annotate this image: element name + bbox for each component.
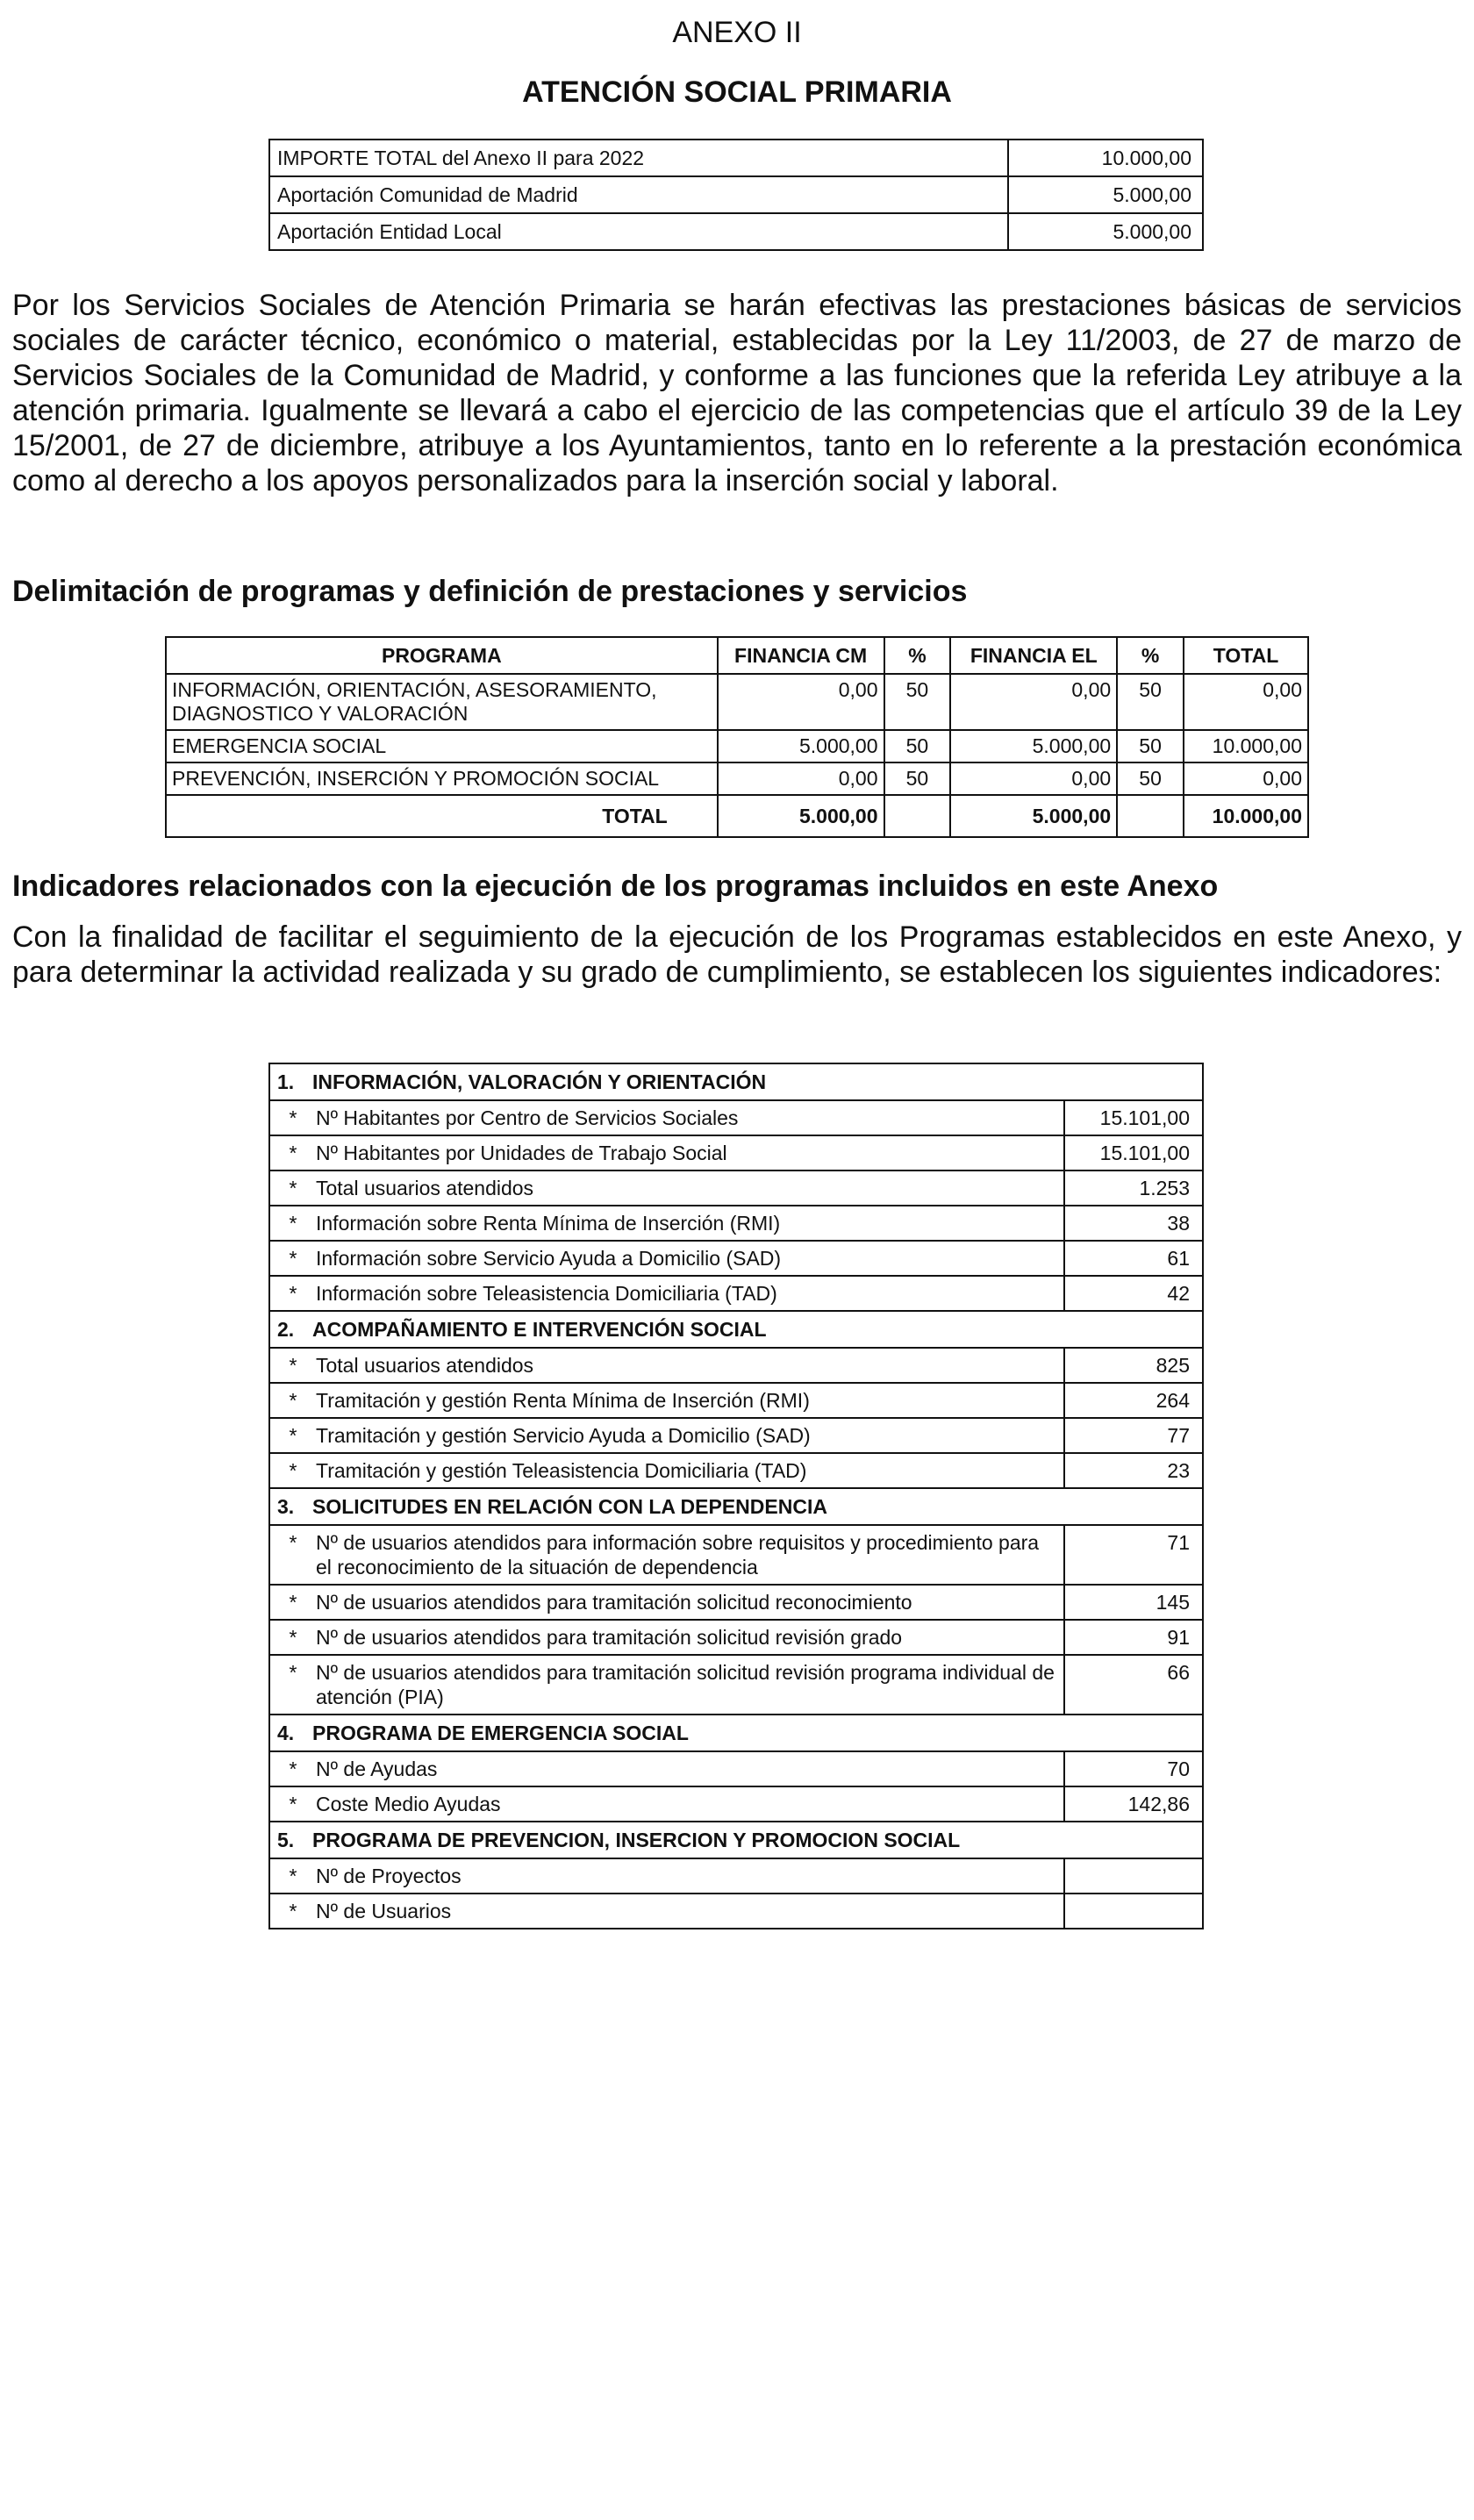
importe-value: 5.000,00 <box>1008 176 1203 213</box>
indicator-row <box>269 1453 1203 1488</box>
indicator-value: 77 <box>1064 1418 1203 1453</box>
total-label: TOTAL <box>166 795 718 837</box>
bullet: * <box>269 1383 309 1418</box>
programas-heading: Delimitación de programas y definición de prestaciones y servicios <box>12 575 968 608</box>
bullet: * <box>269 1171 309 1206</box>
bullet: * <box>269 1418 309 1453</box>
section-title: INFORMACIÓN, VALORACIÓN Y ORIENTACIÓN <box>312 1070 767 1093</box>
indicator-row <box>269 1418 1203 1453</box>
indicator-row <box>269 1100 1203 1135</box>
indicator-label: Nº de usuarios atendidos para información sobre requisitos y procedimiento para el reconocimiento de la situación de dependencia <box>309 1525 1064 1585</box>
programas-header-row <box>166 637 1308 674</box>
indicator-value: 42 <box>1064 1276 1203 1311</box>
indicator-value: 15.101,00 <box>1064 1135 1203 1171</box>
indicator-value <box>1064 1858 1203 1894</box>
pct-el: 50 <box>1117 762 1184 795</box>
bullet: * <box>269 1894 309 1929</box>
indicator-label: Total usuarios atendidos <box>309 1348 1064 1383</box>
indicadores-heading: Indicadores relacionados con la ejecución de los programas incluidos en este Anexo <box>12 870 1219 903</box>
indicator-value: 145 <box>1064 1585 1203 1620</box>
indicator-row <box>269 1655 1203 1715</box>
section-title: SOLICITUDES EN RELACIÓN CON LA DEPENDENCIA <box>312 1495 827 1518</box>
financia-el: 0,00 <box>950 674 1117 730</box>
col-header: PROGRAMA <box>166 637 718 674</box>
indicator-label: Tramitación y gestión Renta Mínima de Inserción (RMI) <box>309 1383 1064 1418</box>
indicator-value: 1.253 <box>1064 1171 1203 1206</box>
bullet: * <box>269 1206 309 1241</box>
indicator-label: Información sobre Servicio Ayuda a Domicilio (SAD) <box>309 1241 1064 1276</box>
section-number: 4. <box>277 1722 295 1744</box>
pct-cm: 50 <box>884 674 951 730</box>
programa-name: PREVENCIÓN, INSERCIÓN Y PROMOCIÓN SOCIAL <box>166 762 718 795</box>
financia-cm: 5.000,00 <box>718 730 884 762</box>
annex-subtitle: ATENCIÓN SOCIAL PRIMARIA <box>522 75 952 109</box>
section-row <box>269 1822 1203 1858</box>
indicator-value: 71 <box>1064 1525 1203 1585</box>
financia-el: 0,00 <box>950 762 1117 795</box>
financia-cm: 0,00 <box>718 762 884 795</box>
indicadores-table <box>268 1063 1204 1929</box>
importe-label: Aportación Entidad Local <box>269 213 1008 250</box>
section-title: PROGRAMA DE EMERGENCIA SOCIAL <box>312 1722 689 1744</box>
annex-title: ANEXO II <box>672 16 802 49</box>
total-pct-cm <box>884 795 951 837</box>
indicator-row <box>269 1276 1203 1311</box>
table-row <box>166 730 1308 762</box>
indicator-value: 825 <box>1064 1348 1203 1383</box>
programas-total-row <box>166 795 1308 837</box>
total-financia-el: 5.000,00 <box>950 795 1117 837</box>
section-row <box>269 1715 1203 1751</box>
bullet: * <box>269 1655 309 1715</box>
bullet: * <box>269 1276 309 1311</box>
col-header: % <box>884 637 951 674</box>
section-row <box>269 1488 1203 1525</box>
row-total: 0,00 <box>1184 674 1308 730</box>
bullet: * <box>269 1751 309 1786</box>
indicator-row <box>269 1858 1203 1894</box>
section-title-cell <box>269 1311 1203 1348</box>
indicator-label: Nº de Proyectos <box>309 1858 1064 1894</box>
importe-row <box>269 140 1203 176</box>
section-title-cell <box>269 1715 1203 1751</box>
table-row <box>166 762 1308 795</box>
intro-paragraph: Por los Servicios Sociales de Atención Primaria se harán efectivas las prestaciones básicas de servicios sociales de carácter técnico, económico o material, establecidas por la Ley 11/2003, de 27 de marzo de Servicios Sociales de la Comunidad de Madrid, y conforme a las funciones que la referida Ley atribuye a la atención primaria. Igualmente se llevará a cabo el ejercicio de las competencias que el artículo 39 de la Ley 15/2001, de 27 de diciembre, atribuye a los Ayuntamientos, tanto en lo referente a la prestación económica como al derecho a los apoyos personalizados para la inserción social y laboral. <box>12 289 1462 498</box>
indicator-row <box>269 1206 1203 1241</box>
programa-name: INFORMACIÓN, ORIENTACIÓN, ASESORAMIENTO, DIAGNOSTICO Y VALORACIÓN <box>166 674 718 730</box>
section-title: ACOMPAÑAMIENTO E INTERVENCIÓN SOCIAL <box>312 1318 767 1341</box>
pct-el: 50 <box>1117 674 1184 730</box>
importe-row <box>269 213 1203 250</box>
indicator-row <box>269 1585 1203 1620</box>
indicator-row <box>269 1525 1203 1585</box>
bullet: * <box>269 1348 309 1383</box>
bullet: * <box>269 1585 309 1620</box>
col-header: FINANCIA EL <box>950 637 1117 674</box>
indicator-label: Nº de usuarios atendidos para tramitación solicitud revisión grado <box>309 1620 1064 1655</box>
section-title-cell <box>269 1488 1203 1525</box>
indicator-row <box>269 1348 1203 1383</box>
col-header: FINANCIA CM <box>718 637 884 674</box>
section-number: 2. <box>277 1318 295 1341</box>
indicator-label: Información sobre Renta Mínima de Inserción (RMI) <box>309 1206 1064 1241</box>
section-title-cell <box>269 1063 1203 1100</box>
indicator-value: 264 <box>1064 1383 1203 1418</box>
section-number: 3. <box>277 1495 295 1518</box>
importe-table <box>268 139 1204 251</box>
pct-cm: 50 <box>884 762 951 795</box>
indicator-row <box>269 1620 1203 1655</box>
financia-cm: 0,00 <box>718 674 884 730</box>
pct-cm: 50 <box>884 730 951 762</box>
section-row <box>269 1311 1203 1348</box>
indicator-value: 70 <box>1064 1751 1203 1786</box>
col-header: % <box>1117 637 1184 674</box>
indicator-value <box>1064 1894 1203 1929</box>
programas-table <box>165 636 1309 838</box>
indicator-label: Tramitación y gestión Servicio Ayuda a Domicilio (SAD) <box>309 1418 1064 1453</box>
table-row <box>166 674 1308 730</box>
bullet: * <box>269 1620 309 1655</box>
indicator-value: 142,86 <box>1064 1786 1203 1822</box>
programa-name: EMERGENCIA SOCIAL <box>166 730 718 762</box>
total-total: 10.000,00 <box>1184 795 1308 837</box>
section-number: 1. <box>277 1070 295 1093</box>
indicator-row <box>269 1171 1203 1206</box>
indicator-label: Nº Habitantes por Unidades de Trabajo Social <box>309 1135 1064 1171</box>
bullet: * <box>269 1786 309 1822</box>
indicator-value: 23 <box>1064 1453 1203 1488</box>
indicator-value: 38 <box>1064 1206 1203 1241</box>
section-title: PROGRAMA DE PREVENCION, INSERCION Y PROMOCION SOCIAL <box>312 1829 961 1851</box>
indicator-label: Información sobre Teleasistencia Domiciliaria (TAD) <box>309 1276 1064 1311</box>
indicator-value: 66 <box>1064 1655 1203 1715</box>
indicator-label: Nº de Usuarios <box>309 1894 1064 1929</box>
importe-label: IMPORTE TOTAL del Anexo II para 2022 <box>269 140 1008 176</box>
section-title-cell <box>269 1822 1203 1858</box>
indicator-label: Nº de Ayudas <box>309 1751 1064 1786</box>
section-number: 5. <box>277 1829 295 1851</box>
row-total: 0,00 <box>1184 762 1308 795</box>
total-pct-el <box>1117 795 1184 837</box>
indicator-label: Total usuarios atendidos <box>309 1171 1064 1206</box>
indicator-label: Nº de usuarios atendidos para tramitación solicitud reconocimiento <box>309 1585 1064 1620</box>
bullet: * <box>269 1241 309 1276</box>
indicator-label: Tramitación y gestión Teleasistencia Domiciliaria (TAD) <box>309 1453 1064 1488</box>
indicator-value: 61 <box>1064 1241 1203 1276</box>
section-row <box>269 1063 1203 1100</box>
indicator-row <box>269 1751 1203 1786</box>
indicator-row <box>269 1135 1203 1171</box>
indicator-label: Nº de usuarios atendidos para tramitación solicitud revisión programa individual de atención (PIA) <box>309 1655 1064 1715</box>
bullet: * <box>269 1100 309 1135</box>
bullet: * <box>269 1525 309 1585</box>
importe-row <box>269 176 1203 213</box>
col-header: TOTAL <box>1184 637 1308 674</box>
indicator-row <box>269 1241 1203 1276</box>
financia-el: 5.000,00 <box>950 730 1117 762</box>
importe-value: 5.000,00 <box>1008 213 1203 250</box>
bullet: * <box>269 1858 309 1894</box>
indicator-row <box>269 1383 1203 1418</box>
indicator-row <box>269 1894 1203 1929</box>
indicator-value: 15.101,00 <box>1064 1100 1203 1135</box>
indicator-label: Coste Medio Ayudas <box>309 1786 1064 1822</box>
importe-value: 10.000,00 <box>1008 140 1203 176</box>
indicator-row <box>269 1786 1203 1822</box>
total-financia-cm: 5.000,00 <box>718 795 884 837</box>
importe-label: Aportación Comunidad de Madrid <box>269 176 1008 213</box>
indicator-value: 91 <box>1064 1620 1203 1655</box>
pct-el: 50 <box>1117 730 1184 762</box>
bullet: * <box>269 1453 309 1488</box>
indicadores-paragraph: Con la finalidad de facilitar el seguimiento de la ejecución de los Programas establecidos en este Anexo, y para determinar la actividad realizada y su grado de cumplimiento, se establecen los siguientes indicadores: <box>12 920 1462 989</box>
indicator-label: Nº Habitantes por Centro de Servicios Sociales <box>309 1100 1064 1135</box>
row-total: 10.000,00 <box>1184 730 1308 762</box>
bullet: * <box>269 1135 309 1171</box>
